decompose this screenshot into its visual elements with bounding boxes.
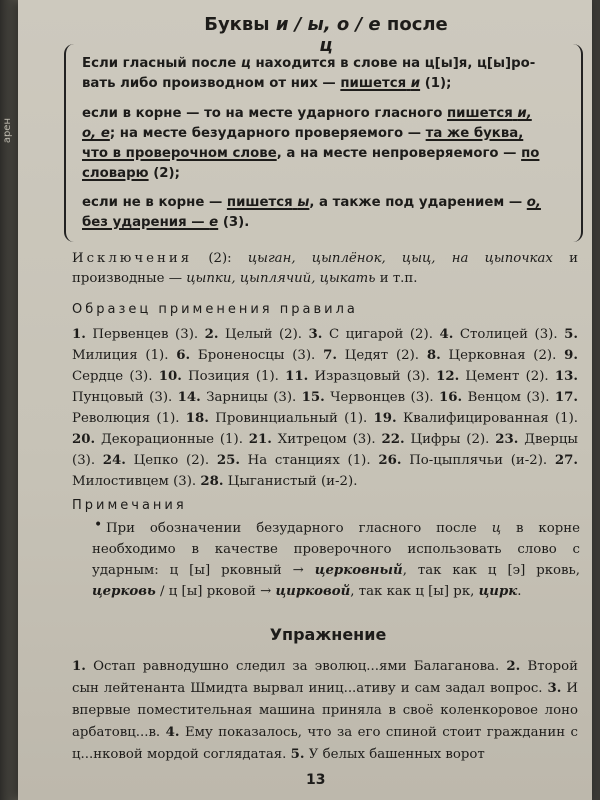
exercise-sentence: 5. У белых башенных ворот [290,747,485,762]
sample-item: 25. На станциях (1). [216,453,379,468]
exceptions-paragraph: Исключения (2): цыган, цыплёнок, цыц, на цыпочках и производные — цыпки, цыплячий, цыкать и т.п. [72,251,578,286]
exercise-sentence: 3. И впервые поместительная машина приняла в своё коленкоровое лоно арбатовц...в. [72,681,579,740]
sample-item: 13. Пунцовый (3). [72,369,578,405]
sample-item: 16. Венцом (3). [439,390,555,405]
sample-item: 21. Хитрецом (3). [248,432,382,447]
sample-item: 12. Цемент (2). [436,369,555,384]
exercise-sentence: 1. Остап равнодушно следил за эволюц...ями Балаганова. [72,659,507,674]
sample-item: 18. Провинциальный (1). [185,411,374,426]
sample-list [72,324,578,492]
sample-item: 26. По-цыплячьи (и-2). [378,453,555,468]
notes-heading: Примечания [72,498,187,513]
sample-item: 17. Революция (1). [72,390,578,426]
sample-heading: Образец применения правила [72,302,358,317]
note-paragraph: При обозначении безударного гласного после ц в корне необходимо в качестве проверочного использовать слово с ударным: ц [ы] рковный → церковный, так как ц [э] рковь, церковь / ц [ы] рковой → цирковой, так как ц [ы] рк, цирк. [92,521,580,599]
sample-item: 7. Цедят (2). [323,348,427,363]
sample-item: 19. Квалифицированная (1). [373,411,579,426]
sample-item: 5. Милиция (1). [72,327,578,363]
sample-item: 23. Дверцы (3). [72,432,579,468]
sample-item: 27. Милостивцем (3). [72,453,579,489]
sample-item: 3. С цигарой (2). [308,327,440,342]
sample-item: 24. Цепко (2). [102,453,217,468]
sample-item: 22. Цифры (2). [381,432,496,447]
book-page [18,0,592,800]
page-number: 13 [306,772,326,788]
sample-item: 10. Позиция (1). [158,369,286,384]
right-brace [567,44,583,242]
rule-title: Буквы и / ы, о / е после ц [204,14,448,56]
rule-1: Если гласный после ц находится в слове на ц[ы]я, ц[ы]ро- вать либо производном от них — пишется и (1); [82,56,536,91]
rule-2: если в корне — то на месте ударного гласного пишется и, о, е; на месте безударного проверяемого — та же буква, что в проверочном слове, а на месте непроверяемого — по словарю (2); [82,106,540,181]
sample-item: 11. Изразцовый (3). [285,369,437,384]
sample-item: 2. Целый (2). [204,327,309,342]
exercise-sentence: 4. Ему показалось, что за его спиной стоит гражданин с ц...нковой мордой соглядатая. [72,725,578,762]
exercise-sentence: 2. Второй сын лейтенанта Шмидта вырвал иниц...ативу и сам задал вопрос. [72,659,578,696]
left-brace [64,44,80,242]
sample-item: 4. Столицей (3). [439,327,565,342]
sample-item: 9. Сердце (3). [72,348,579,384]
bullet-icon: • [94,517,103,533]
sample-item: 20. Декорационные (1). [72,432,249,447]
sample-item: 28. Цыганистый (и-2). [200,474,358,489]
exercise-heading: Упражнение [269,625,387,644]
sample-item: 14. Зарницы (3). [177,390,302,405]
rule-3: если не в корне — пишется ы, а также под ударением — о, без ударения — е (3). [82,195,541,230]
sample-item: 15. Червонцев (3). [301,390,440,405]
adjacent-page-edge-text: арен [2,118,13,144]
sample-item: 8. Церковная (2). [426,348,565,363]
exercise-text [72,656,578,766]
sample-item: 6. Броненосцы (3). [176,348,324,363]
sample-item: 1. Первенцев (3). [72,327,205,342]
